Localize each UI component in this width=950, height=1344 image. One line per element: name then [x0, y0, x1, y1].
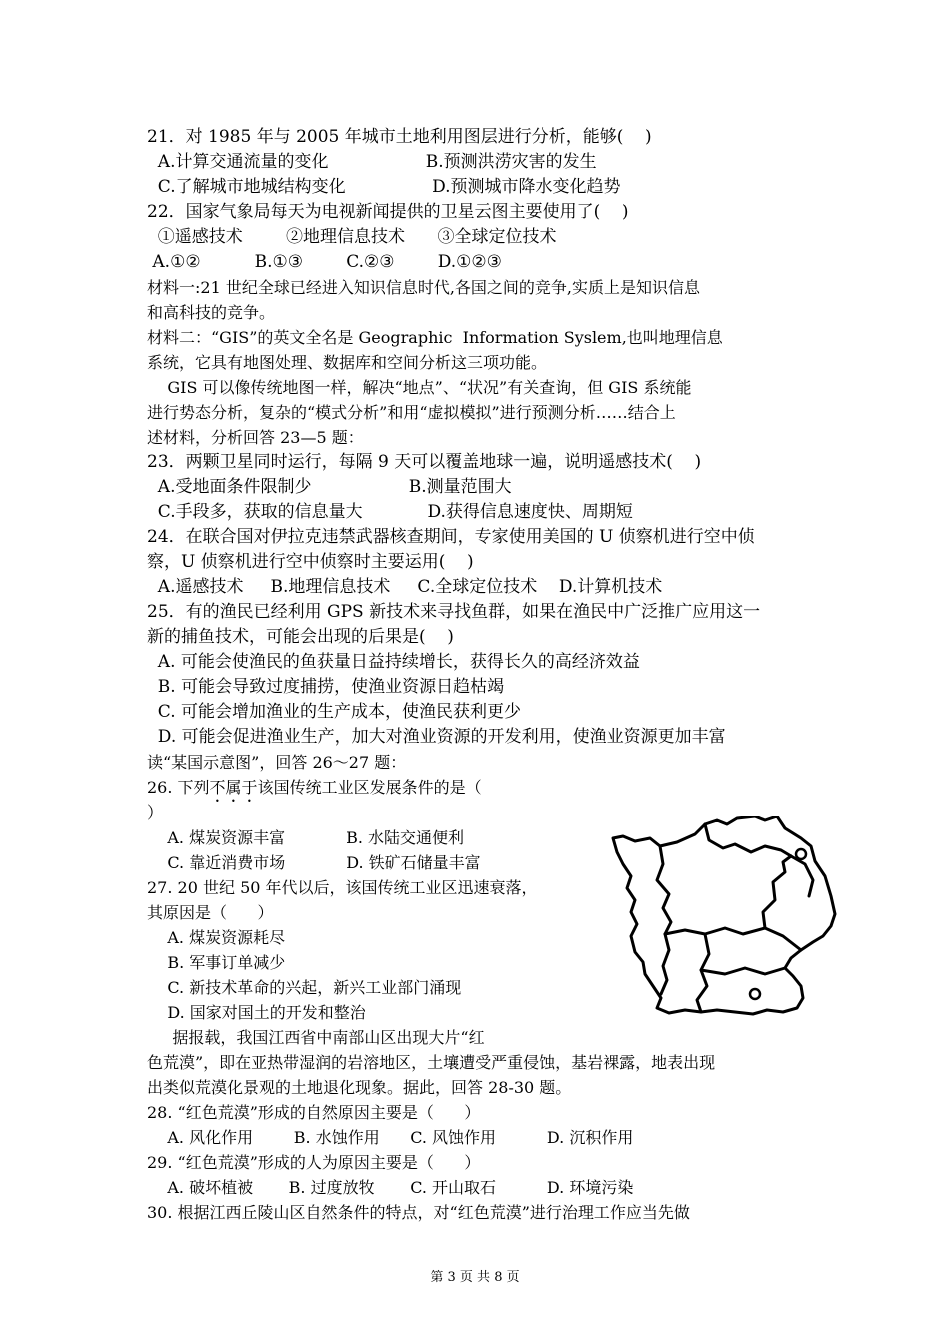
- material-one-line1: 材料一:21 世纪全球已经进入知识信息时代,各国之间的竞争,实质上是知识信息: [147, 278, 701, 297]
- q27-option-a: A. 煤炭资源耗尽: [147, 928, 286, 947]
- q26-options-cd: C. 靠近消费市场 D. 铁矿石储量丰富: [147, 853, 481, 872]
- section-26-27-intro: 读“某国示意图”，回答 26～27 题：: [147, 753, 407, 772]
- q26-stem-part2: 该国传统工业区发展条件的是（: [257, 778, 482, 797]
- q23-options-cd: C.手段多，获取的信息量大 D.获得信息速度快、周期短: [147, 502, 633, 522]
- q29-stem: 29. “红色荒漠”形成的人为原因主要是（ ）: [147, 1153, 481, 1172]
- q24-stem-line1: 24．在联合国对伊拉克违禁武器核查期间，专家使用美国的 U 侦察机进行空中侦: [147, 527, 755, 547]
- q25-stem-line1: 25．有的渔民已经利用 GPS 新技术来寻找鱼群，如果在渔民中广泛推广应用这一: [147, 602, 761, 622]
- q27-option-b: B. 军事订单减少: [147, 953, 286, 972]
- q25-stem-line2: 新的捕鱼技术，可能会出现的后果是( ): [147, 627, 454, 647]
- q26-emphasis: 不属于: [209, 778, 258, 797]
- q23-stem: 23．两颗卫星同时运行，每隔 9 天可以覆盖地球一遍，说明遥感技术( ): [147, 452, 702, 472]
- q25-option-c: C. 可能会增加渔业的生产成本，使渔民获利更少: [147, 702, 522, 722]
- material-one-line2: 和高科技的竞争。: [147, 303, 276, 322]
- q22-items: ①遥感技术 ②地理信息技术 ③全球定位技术: [147, 227, 557, 247]
- q25-option-a: A. 可能会使渔民的鱼获量日益持续增长，获得长久的高经济效益: [147, 652, 640, 672]
- q30-stem: 30. 根据江西丘陵山区自然条件的特点，对“红色荒漠”进行治理工作应当先做: [147, 1203, 690, 1222]
- q28-options: A. 风化作用 B. 水蚀作用 C. 风蚀作用 D. 沉积作用: [147, 1128, 634, 1147]
- passage-28-30-line1: 据报载，我国江西省中南部山区出现大片“红: [147, 1028, 485, 1047]
- q27-option-c: C. 新技术革命的兴起，新兴工业部门涌现: [147, 978, 462, 997]
- material-two-line4: 进行势态分析，复杂的“模式分析”和用“虚拟模拟”进行预测分析……结合上: [147, 403, 676, 422]
- q21-options-ab: A.计算交通流量的变化 B.预测洪涝灾害的发生: [147, 152, 597, 172]
- q21-stem: 21．对 1985 年与 2005 年城市土地利用图层进行分析，能够( ): [147, 127, 652, 147]
- q26-stem-part1: 26. 下列: [147, 778, 210, 797]
- q27-stem-line2: 其原因是（ ）: [147, 903, 274, 922]
- q25-option-d: D. 可能会促进渔业生产，加大对渔业资源的开发利用，使渔业资源更加丰富: [147, 727, 726, 747]
- material-two-line2: 系统，它具有地图处理、数据库和空间分析这三项功能。: [147, 353, 548, 372]
- q22-options: A.①② B.①③ C.②③ D.①②③: [147, 252, 502, 272]
- q22-stem: 22．国家气象局每天为电视新闻提供的卫星云图主要使用了( ): [147, 202, 629, 222]
- q26-paren: ）: [147, 803, 164, 822]
- q24-stem-line2: 察，U 侦察机进行空中侦察时主要运用( ): [147, 552, 474, 572]
- passage-28-30-line2: 色荒漠”，即在亚热带湿润的岩溶地区，土壤遭受严重侵蚀，基岩裸露，地表出现: [147, 1053, 716, 1072]
- q26-stem: [147, 775, 482, 806]
- material-two-line5: 述材料，分析回答 23—5 题：: [147, 428, 364, 447]
- material-two-line1: 材料二：“GIS”的英文全名是 Geographic Information Syslem,也叫地理信息: [147, 328, 723, 347]
- q27-stem-line1: 27. 20 世纪 50 年代以后，该国传统工业区迅速衰落，: [147, 878, 538, 897]
- q28-stem: 28. “红色荒漠”形成的自然原因主要是（ ）: [147, 1103, 481, 1122]
- passage-28-30-line3: 出类似荒漠化景观的土地退化现象。据此，回答 28-30 题。: [147, 1078, 572, 1097]
- q25-option-b: B. 可能会导致过度捕捞，使渔业资源日趋枯竭: [147, 677, 505, 697]
- q24-options: A.遥感技术 B.地理信息技术 C.全球定位技术 D.计算机技术: [147, 577, 663, 597]
- q29-options: A. 破坏植被 B. 过度放牧 C. 开山取石 D. 环境污染: [147, 1178, 634, 1197]
- q26-options-ab: A. 煤炭资源丰富 B. 水陆交通便利: [147, 828, 465, 847]
- country-outline-map-icon: [605, 816, 840, 1021]
- q23-options-ab: A.受地面条件限制少 B.测量范围大: [147, 477, 512, 497]
- page-footer: 第 3 页 共 8 页: [430, 1270, 520, 1285]
- material-two-line3: GIS 可以像传统地图一样，解决“地点”、“状况”有关查询，但 GIS 系统能: [147, 378, 692, 397]
- q21-options-cd: C.了解城市地城结构变化 D.预测城市降水变化趋势: [147, 177, 621, 197]
- q27-option-d: D. 国家对国土的开发和整治: [147, 1003, 366, 1022]
